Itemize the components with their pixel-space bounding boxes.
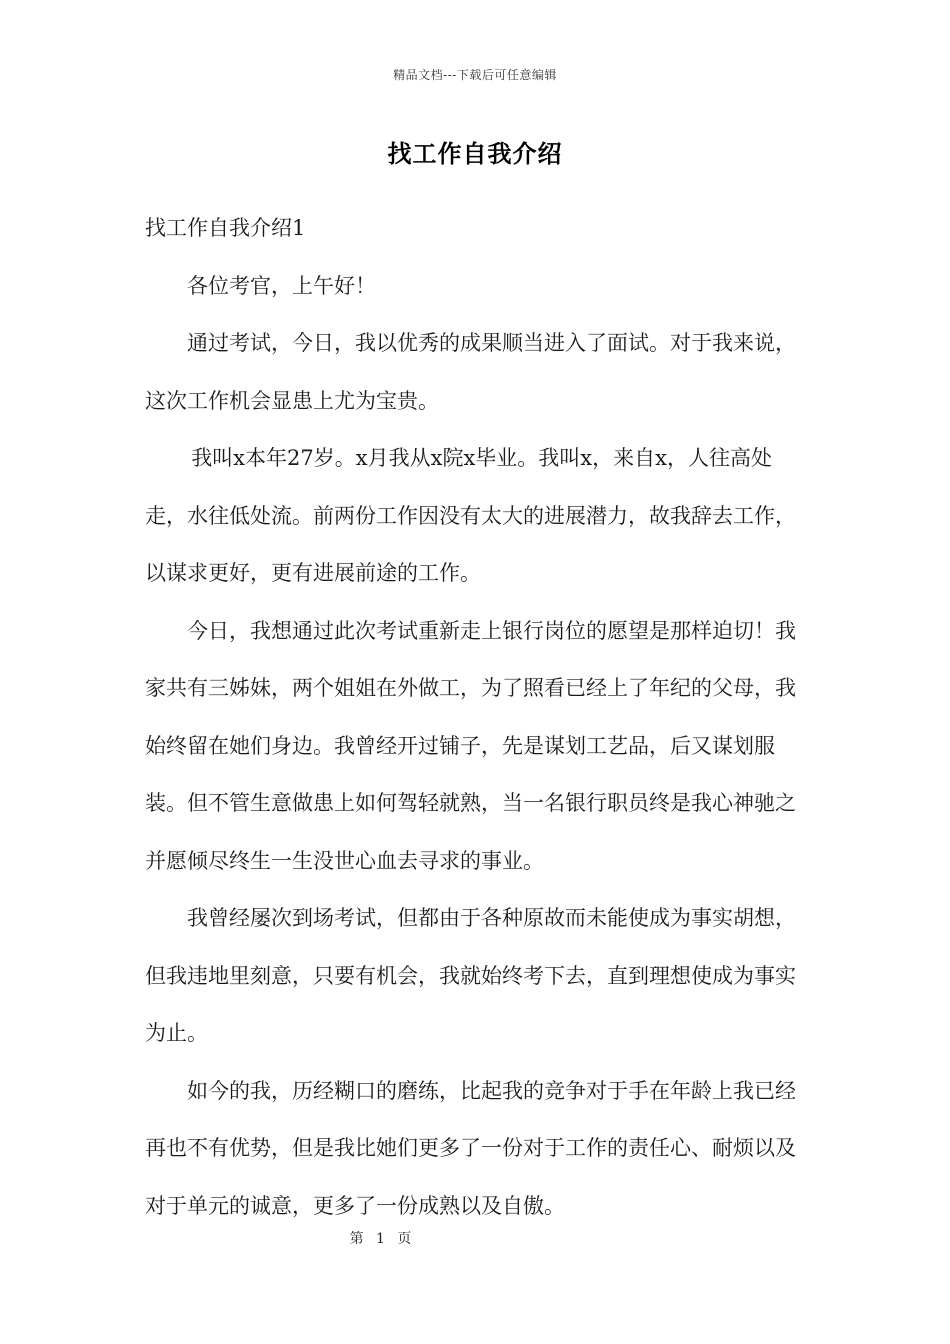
paragraph-background: 我叫x本年27岁。x月我从x院x毕业。我叫x，来自x，人往高处走，水往低处流。前两份工作因没有太大的进展潜力，故我辞去工作，以谋求更好，更有进展前途的工作。 — [145, 446, 796, 585]
paragraph-family: 今日，我想通过此次考试重新走上银行岗位的愿望是那样迫切！我家共有三姊妹，两个姐姐在外做工，为了照看已经上了年纪的父母，我始终留在她们身边。我曾经开过铺子，先是谋划工艺品，后又谋划服装。但不管生意做患上如何驾轻就熟，当一名银行职员终是我心神驰之并愿倾尽终生一生没世心血去寻求的事业。 — [145, 618, 796, 873]
paragraph-exams: 我曾经屡次到场考试，但都由于各种原故而未能使成为事实胡想，但我违地里刻意，只要有机会，我就始终考下去，直到理想使成为事实为止。 — [145, 906, 796, 1045]
paragraph-greeting: 各位考官，上午好！ — [187, 273, 376, 298]
page-header: 精品文档---下载后可任意编辑 — [393, 68, 557, 82]
document-title: 找工作自我介绍 — [387, 139, 563, 168]
section-heading: 找工作自我介绍1 — [145, 216, 306, 240]
page-footer: 第 1 页 — [349, 1231, 416, 1247]
paragraph-intro: 通过考试，今日，我以优秀的成果顺当进入了面试。对于我来说，这次工作机会显患上尤为宝贵。 — [145, 331, 796, 413]
document-body — [145, 200, 813, 1235]
paragraph-now: 如今的我，历经糊口的磨练，比起我的竞争对于手在年龄上我已经再也不有优势，但是我比她们更多了一份对于工作的责任心、耐烦以及对于单元的诚意，更多了一份成熟以及自傲。 — [145, 1078, 796, 1218]
